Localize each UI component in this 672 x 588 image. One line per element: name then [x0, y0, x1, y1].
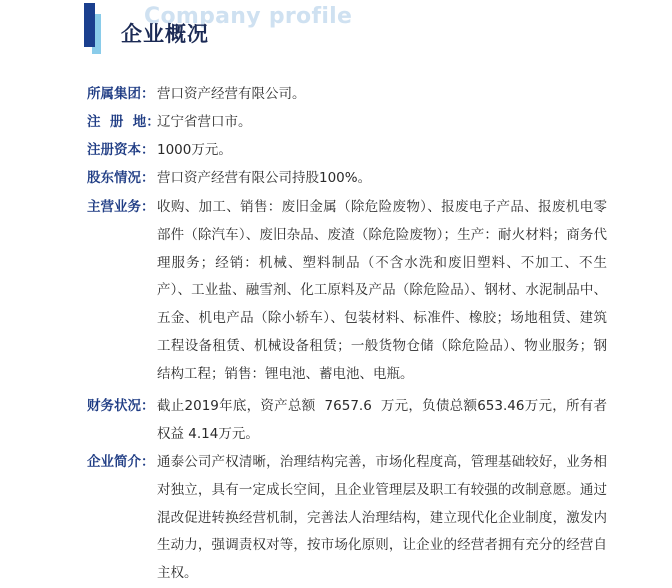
field-main-business — [87, 194, 607, 389]
decorative-bar — [84, 3, 95, 47]
field-value-address: 辽宁省营口市。 — [157, 114, 252, 130]
field-value-group: 营口资产经营有限公司。 — [157, 86, 306, 102]
field-label-address: 注 册 地： — [87, 114, 160, 130]
field-label-capital: 注册资本： — [87, 142, 155, 158]
field-value-business: 收购、加工、销售：废旧金属（除危险废物）、报废电子产品、报废机电零部件（除汽车）、废旧杂品、废渣（除危险废物）；生产：耐火材料；商务代理服务；经销：机械、塑料制品（不含水洗和废旧塑料、不加工、不生产）、工业盐、融雪剂、化工原料及产品（除危险品）、钢材、水泥制品中、五金、机电产品（除小轿车）、包装材料、标准件、橡胶；场地租赁、建筑工程设备租赁、机械设备租赁；一般货物仓储（除危险品）、物业服务；钢结构工程；销售：锂电池、蓄电池、电瓶。 — [157, 199, 607, 382]
field-registered-address — [87, 109, 607, 137]
field-group — [87, 81, 607, 109]
field-label-shareholders: 股东情况： — [87, 170, 155, 186]
field-value-financial: 截止2019年底，资产总额 7657.6 万元，负债总额653.46万元，所有者权益 4.14万元。 — [157, 398, 607, 442]
field-value-intro: 通泰公司产权清晰，治理结构完善，市场化程度高，管理基础较好，业务相对独立，具有一定成长空间，且企业管理层及职工有较强的改制意愿。通过混改促进转换经营机制，完善法人治理结构，建立现代化企业制度，激发内生动力，强调责权对等，按市场化原则，让企业的经营者拥有充分的经营自主权。 — [157, 454, 607, 582]
field-financial-status — [87, 393, 607, 449]
field-label-group: 所属集团： — [87, 86, 155, 102]
header-watermark: Company profile — [144, 4, 353, 29]
field-company-intro — [87, 449, 607, 588]
field-label-financial: 财务状况： — [87, 398, 155, 414]
field-value-capital: 1000万元。 — [157, 142, 232, 158]
field-value-shareholders: 营口资产经营有限公司持股100%。 — [157, 170, 372, 186]
field-label-intro: 企业简介： — [87, 454, 155, 470]
field-label-business: 主营业务： — [87, 199, 155, 215]
field-registered-capital — [87, 137, 607, 165]
page-title: 企业概况 — [121, 22, 209, 46]
field-shareholders — [87, 165, 607, 193]
